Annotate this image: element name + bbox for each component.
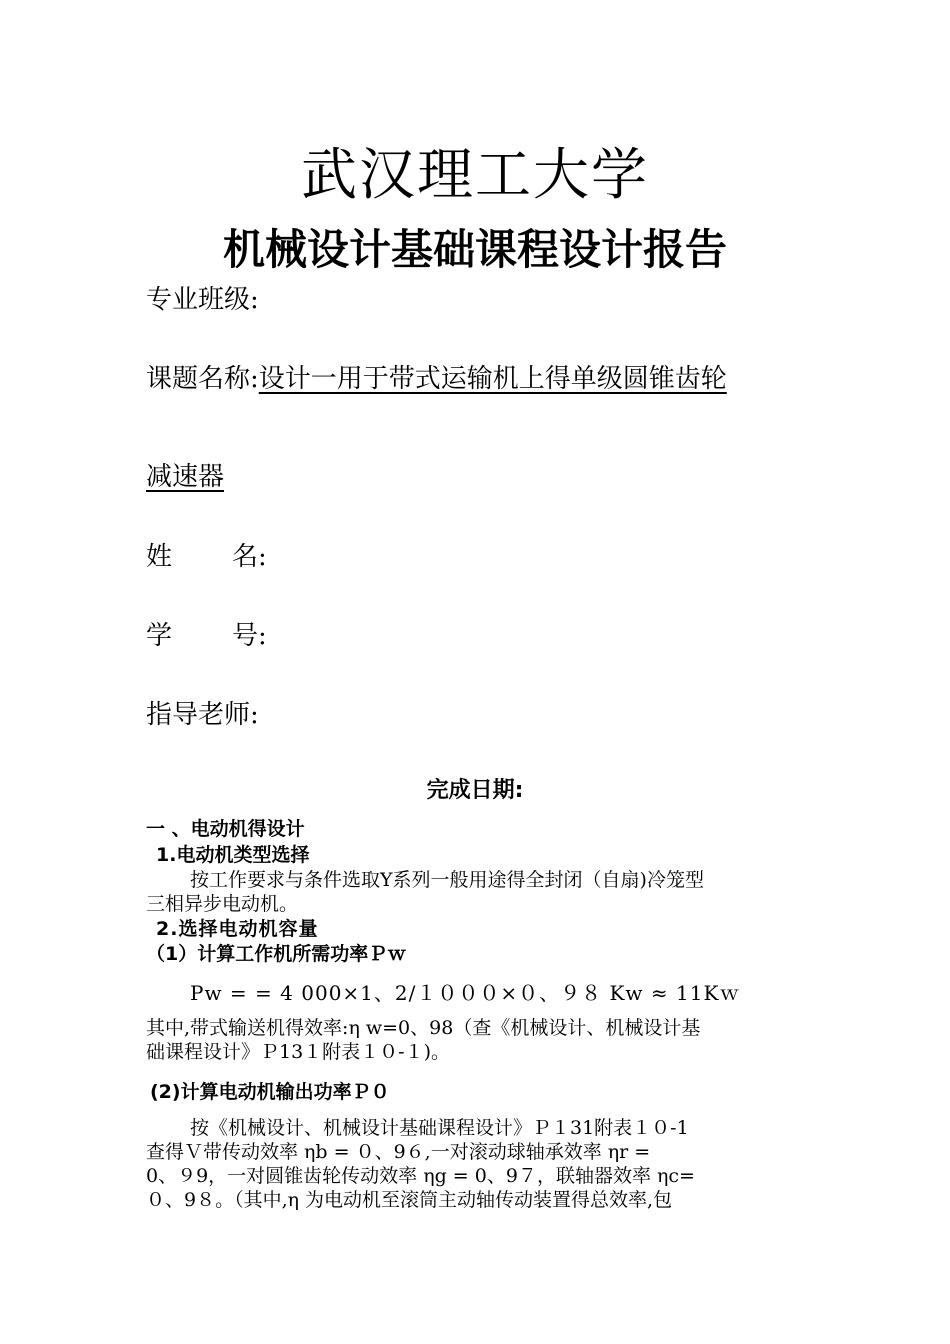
paragraph-line: 其中,带式输送机得效率:η w=0、98（查《机械设计、机械设计基 xyxy=(146,1017,701,1039)
paragraph-line: 0、９9，一对圆锥齿轮传动效率 ηg = 0、9７，联轴器效率 ηc= xyxy=(146,1165,695,1187)
university-title: 武汉理工大学 xyxy=(301,143,649,208)
major-class-label: 专业班级: xyxy=(146,285,259,315)
paragraph-line: 按工作要求与条件选取Y系列一般用途得全封闭（自扇)冷笼型 xyxy=(190,869,704,891)
paragraph-line: ０、9８。（其中,η 为电动机至滚筒主动轴传动装置得总效率,包 xyxy=(146,1189,673,1211)
power-formula: Pw = = 4 000×1、2/１０００×０、９８ Kw ≈ 11Kｗ xyxy=(190,981,741,1005)
item-heading-1: （1）计算工作机所需功率Ｐｗ xyxy=(146,943,407,965)
subsection-heading-2: 2.选择电动机容量 xyxy=(156,918,319,940)
topic-value-line2-row xyxy=(146,459,224,495)
completion-date-label: 完成日期: xyxy=(426,778,524,803)
subsection-heading-1: 1.电动机类型选择 xyxy=(156,844,310,866)
item-heading-2: (2)计算电动机输出功率Ｐ０ xyxy=(150,1081,390,1103)
paragraph-line: 础课程设计》Ｐ13１附表１０-１)。 xyxy=(146,1041,451,1063)
section-heading: 一 、电动机得设计 xyxy=(146,818,305,840)
paragraph-line: 按《机械设计、机械设计基础课程设计》Ｐ１31附表１０-1 xyxy=(190,1117,689,1139)
report-title: 机械设计基础课程设计报告 xyxy=(222,225,727,274)
topic-value-line1: 设计一用于带式运输机上得单级圆锥齿轮 xyxy=(258,364,727,394)
student-id-field xyxy=(146,618,267,654)
paragraph-line: 三相异步电动机。 xyxy=(146,893,299,915)
paragraph-line: 查得Ｖ带传动效率 ηb = ０、9６,一对滚动球轴承效率 ηr = xyxy=(146,1141,651,1163)
topic-value-line2: 减速器 xyxy=(146,462,225,492)
name-field xyxy=(146,539,267,575)
name-label-b: 名: xyxy=(232,542,267,572)
id-label-b: 号: xyxy=(232,621,267,651)
id-label-a: 学 xyxy=(146,621,173,651)
topic-label: 课题名称: xyxy=(146,364,259,394)
topic-line xyxy=(146,361,727,397)
name-label-a: 姓 xyxy=(146,542,173,572)
advisor-label: 指导老师: xyxy=(146,700,259,730)
